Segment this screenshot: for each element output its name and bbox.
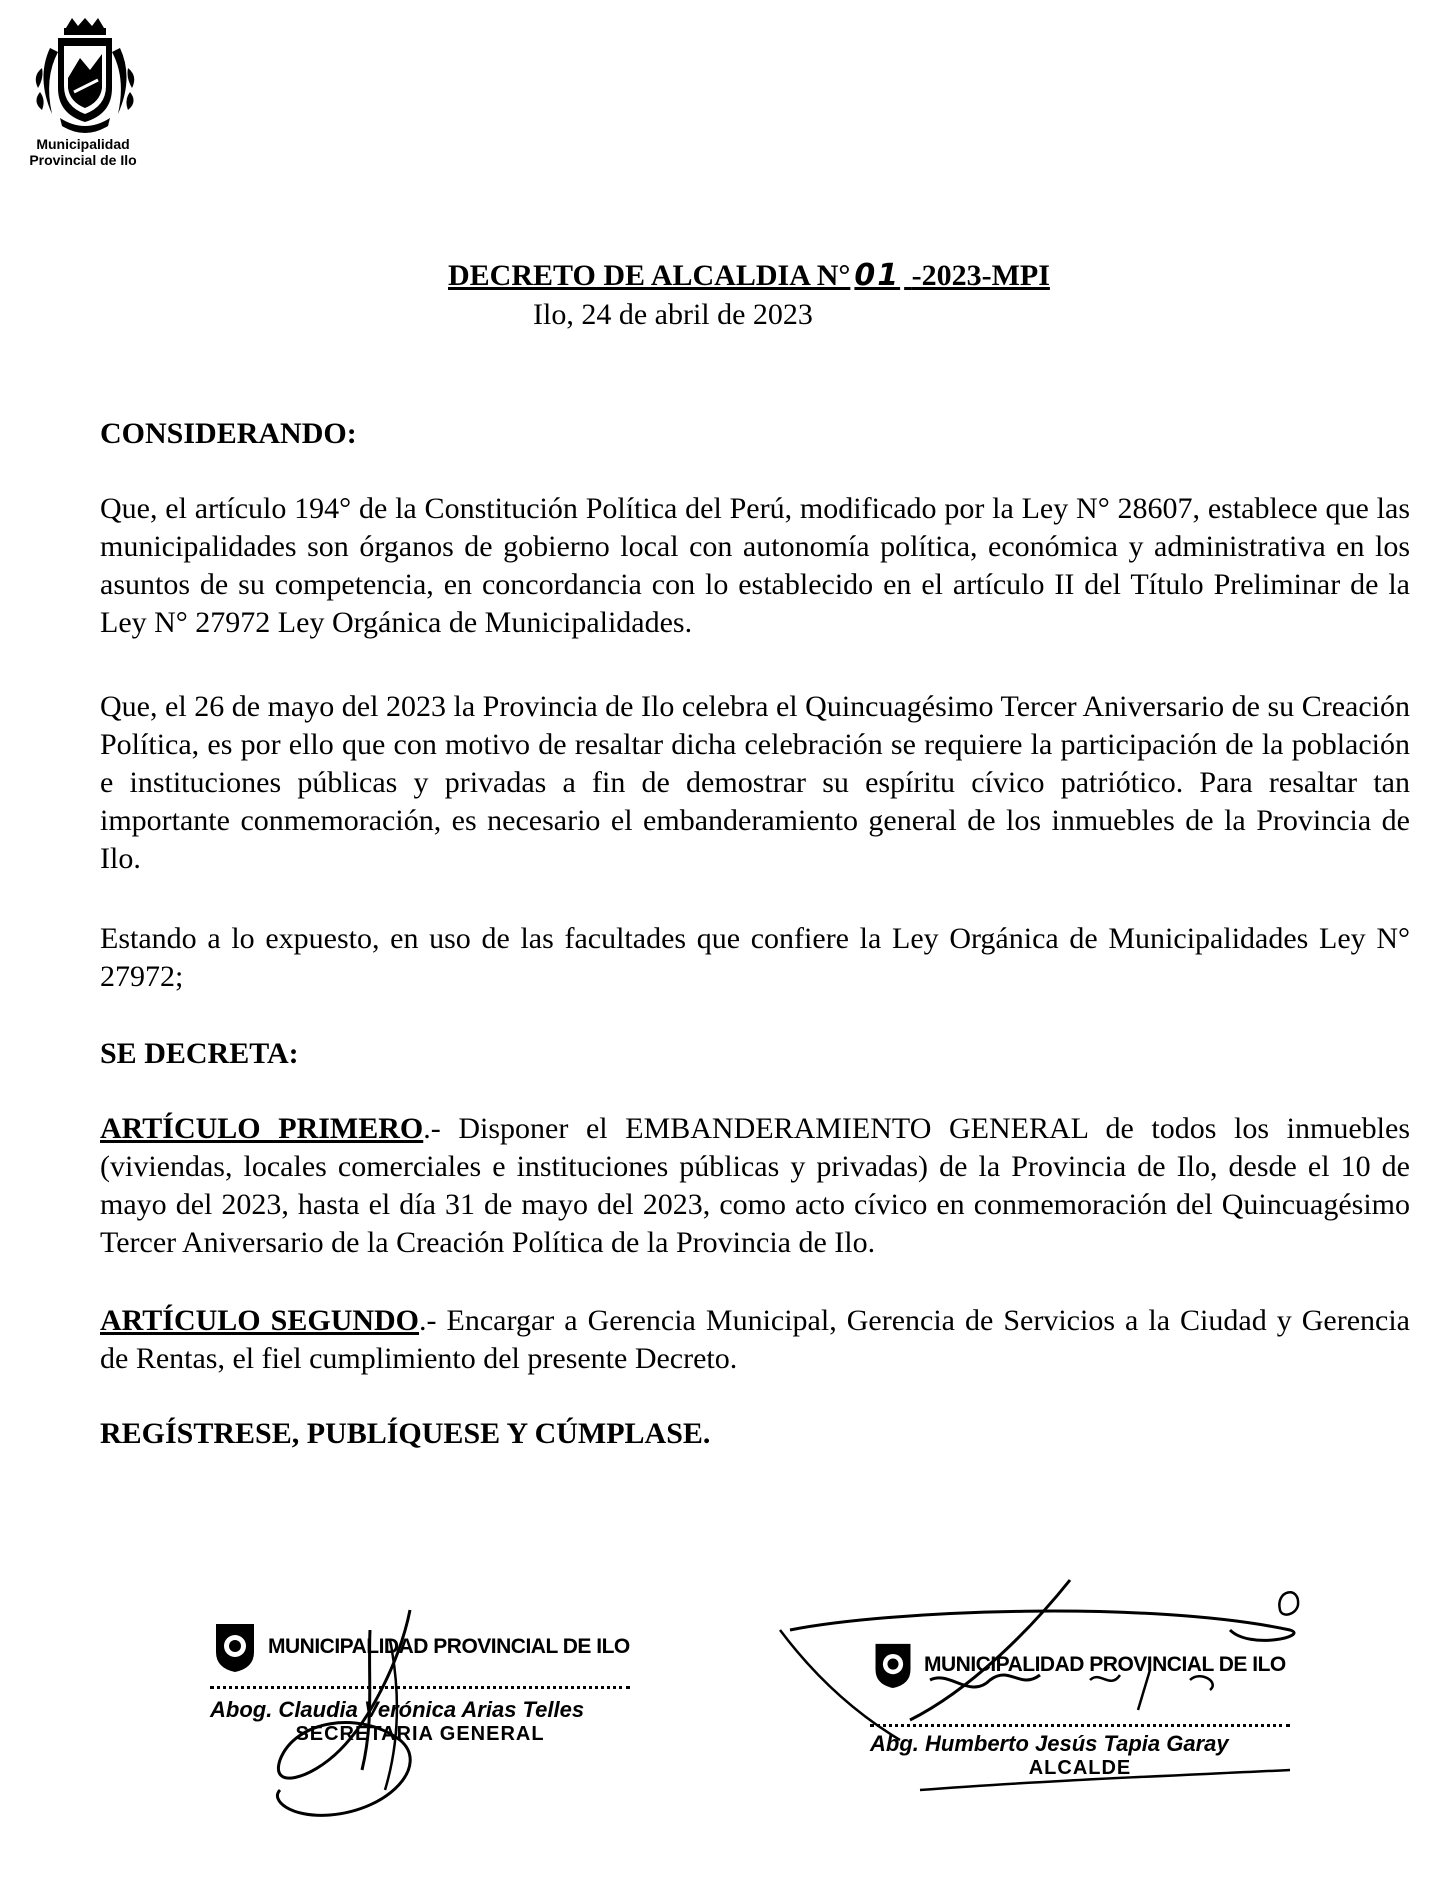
seal-emblem-icon xyxy=(870,1640,916,1690)
signature-line xyxy=(210,1686,630,1689)
article-text: .- Encargar a Gerencia Municipal, Gerencia de Servicios a la Ciudad y Gerencia de Rentas, el fiel cumplimiento del presente Decreto. xyxy=(100,1304,1410,1375)
considerando-paragraph-1 xyxy=(100,490,1410,642)
considerando-heading: CONSIDERANDO: xyxy=(100,417,357,450)
signatory-name: Abog. Claudia Verónica Arias Telles xyxy=(210,1697,585,1722)
signatory-name: Abg. Humberto Jesús Tapia Garay xyxy=(870,1731,1229,1756)
paragraph-text: Estando a lo expuesto, en uso de las facultades que confiere la Ley Orgánica de Municipalidades Ley N° 27972; xyxy=(100,922,1410,993)
considerando-paragraph-3 xyxy=(100,920,1410,996)
article-label: ARTÍCULO SEGUNDO xyxy=(100,1304,420,1337)
stamp-seal xyxy=(210,1620,630,1674)
paragraph-text: Que, el artículo 194° de la Constitución Política del Perú, modificado por la Ley N° 28607, establece que las municipalidades son órganos de gobierno local con autonomía política, económica y administrativa en los asuntos de su competencia, en concordancia con lo establecido en el artículo II del Título Preliminar de la Ley N° 27972 Ley Orgánica de Municipalidades. xyxy=(100,492,1410,639)
signature-line xyxy=(870,1724,1290,1727)
article-segundo xyxy=(100,1302,1410,1378)
considerando-paragraph-2 xyxy=(100,688,1410,878)
signature-block-alcalde xyxy=(870,1640,1290,1780)
decreta-heading: SE DECRETA: xyxy=(100,1037,299,1070)
decree-title xyxy=(448,258,1098,293)
article-text: .- Disponer el EMBANDERAMIENTO GENERAL de todos los inmuebles (viviendas, locales comerciales e instituciones públicas y privadas) de la Provincia de Ilo, desde el 10 de mayo del 2023, hasta el día 31 de mayo del 2023, como acto cívico en conmemoración del Quincuagésimo Tercer Aniversario de la Creación Política de la Provincia de Ilo. xyxy=(100,1112,1410,1259)
signatory-role: SECRETARIA GENERAL xyxy=(295,1723,545,1745)
title-suffix: -2023-MPI xyxy=(911,259,1050,292)
organization-name xyxy=(18,136,148,168)
article-primero xyxy=(100,1110,1410,1262)
title-prefix: DECRETO DE ALCALDIA N° xyxy=(448,259,851,292)
stamp-seal-text: MUNICIPALIDAD PROVINCIAL DE ILO xyxy=(268,1635,630,1658)
signatory-role: ALCALDE xyxy=(1028,1757,1132,1779)
decree-number-handwritten: 01 xyxy=(854,258,901,293)
org-line-1: Municipalidad xyxy=(36,136,130,152)
decree-date: Ilo, 24 de abril de 2023 xyxy=(533,298,813,331)
seal-emblem-icon xyxy=(210,1620,260,1674)
closing-statement: REGÍSTRESE, PUBLÍQUESE Y CÚMPLASE. xyxy=(100,1417,711,1450)
stamp-seal xyxy=(870,1640,1290,1690)
signature-block-secretaria xyxy=(210,1620,630,1746)
coat-of-arms-icon xyxy=(30,18,140,136)
article-label: ARTÍCULO PRIMERO xyxy=(100,1112,424,1145)
org-line-2: Provincial de Ilo xyxy=(29,152,137,168)
stamp-seal-text: MUNICIPALIDAD PROVINCIAL DE ILO xyxy=(924,1653,1286,1676)
municipal-logo xyxy=(18,18,148,168)
paragraph-text: Que, el 26 de mayo del 2023 la Provincia de Ilo celebra el Quincuagésimo Tercer Aniversario de su Creación Política, es por ello que con motivo de resaltar dicha celebración se requiere la participación de la población e instituciones públicas y privadas a fin de demostrar su espíritu cívico patriótico. Para resaltar tan importante conmemoración, es necesario el embanderamiento general de los inmuebles de la Provincia de Ilo. xyxy=(100,690,1410,875)
